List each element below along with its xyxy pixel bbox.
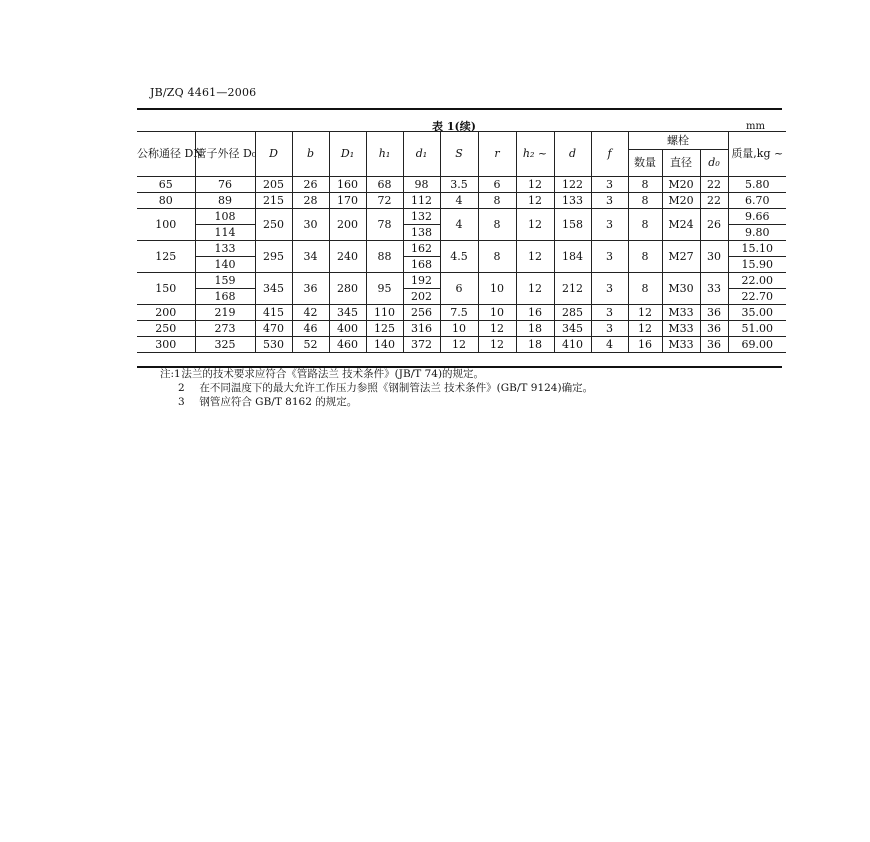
cell-b: 26 bbox=[292, 177, 329, 193]
note-number: 3 bbox=[178, 396, 185, 408]
cell-D1: 280 bbox=[329, 273, 366, 305]
cell-r: 8 bbox=[478, 241, 516, 273]
note-item bbox=[160, 381, 593, 395]
table-row bbox=[137, 177, 786, 193]
cell-d: 122 bbox=[554, 177, 591, 193]
cell-D: 345 bbox=[255, 273, 292, 305]
cell-bolt-dia: M33 bbox=[662, 321, 700, 337]
cell-d: 285 bbox=[554, 305, 591, 321]
cell-h1: 88 bbox=[366, 241, 403, 273]
cell-b: 28 bbox=[292, 193, 329, 209]
cell-d0: 219 bbox=[195, 305, 255, 321]
cell-D1: 460 bbox=[329, 337, 366, 353]
cell-d1: 98 bbox=[403, 177, 440, 193]
cell-d0: 168 bbox=[195, 289, 255, 305]
note-item bbox=[160, 367, 593, 381]
cell-mass: 22.00 bbox=[728, 273, 786, 289]
cell-h2: 12 bbox=[516, 241, 554, 273]
cell-d: 345 bbox=[554, 321, 591, 337]
cell-f: 4 bbox=[591, 337, 628, 353]
cell-d0: 133 bbox=[195, 241, 255, 257]
cell-h1: 72 bbox=[366, 193, 403, 209]
cell-d0: 108 bbox=[195, 209, 255, 225]
cell-d1: 138 bbox=[403, 225, 440, 241]
cell-D: 250 bbox=[255, 209, 292, 241]
header-bolt-d0: d₀ bbox=[700, 150, 728, 177]
cell-D1: 200 bbox=[329, 209, 366, 241]
cell-bolt-d0: 33 bbox=[700, 273, 728, 305]
cell-bolt-qty: 12 bbox=[628, 305, 662, 321]
cell-mass: 35.00 bbox=[728, 305, 786, 321]
cell-dn: 80 bbox=[137, 193, 195, 209]
cell-bolt-qty: 8 bbox=[628, 273, 662, 305]
cell-d0: 76 bbox=[195, 177, 255, 193]
cell-r: 12 bbox=[478, 337, 516, 353]
note-item bbox=[160, 395, 593, 409]
cell-D1: 240 bbox=[329, 241, 366, 273]
cell-d: 158 bbox=[554, 209, 591, 241]
table-row bbox=[137, 193, 786, 209]
cell-b: 52 bbox=[292, 337, 329, 353]
cell-h2: 12 bbox=[516, 273, 554, 305]
cell-r: 10 bbox=[478, 305, 516, 321]
header-d1: d₁ bbox=[403, 132, 440, 177]
cell-mass: 22.70 bbox=[728, 289, 786, 305]
cell-h2: 12 bbox=[516, 177, 554, 193]
cell-d0: 140 bbox=[195, 257, 255, 273]
cell-bolt-qty: 8 bbox=[628, 209, 662, 241]
table-title: 表 1(续) bbox=[432, 120, 476, 133]
cell-dn: 125 bbox=[137, 241, 195, 273]
cell-d1: 112 bbox=[403, 193, 440, 209]
cell-bolt-dia: M27 bbox=[662, 241, 700, 273]
cell-bolt-dia: M20 bbox=[662, 193, 700, 209]
table-row bbox=[137, 305, 786, 321]
table-row bbox=[137, 209, 786, 225]
cell-bolt-qty: 16 bbox=[628, 337, 662, 353]
cell-dn: 65 bbox=[137, 177, 195, 193]
cell-d1: 192 bbox=[403, 273, 440, 289]
cell-S: 10 bbox=[440, 321, 478, 337]
cell-bolt-d0: 22 bbox=[700, 177, 728, 193]
cell-D: 295 bbox=[255, 241, 292, 273]
cell-h1: 68 bbox=[366, 177, 403, 193]
cell-d: 410 bbox=[554, 337, 591, 353]
cell-f: 3 bbox=[591, 177, 628, 193]
header-bolt: 螺栓 bbox=[628, 132, 728, 150]
cell-f: 3 bbox=[591, 321, 628, 337]
header-f: f bbox=[591, 132, 628, 177]
cell-d1: 162 bbox=[403, 241, 440, 257]
cell-b: 34 bbox=[292, 241, 329, 273]
cell-d1: 256 bbox=[403, 305, 440, 321]
cell-h2: 12 bbox=[516, 193, 554, 209]
cell-f: 3 bbox=[591, 241, 628, 273]
cell-d: 212 bbox=[554, 273, 591, 305]
cell-d1: 372 bbox=[403, 337, 440, 353]
cell-h1: 140 bbox=[366, 337, 403, 353]
header-bolt-dia: 直径 bbox=[662, 150, 700, 177]
cell-bolt-dia: M30 bbox=[662, 273, 700, 305]
cell-d: 133 bbox=[554, 193, 591, 209]
cell-bolt-d0: 22 bbox=[700, 193, 728, 209]
cell-d1: 168 bbox=[403, 257, 440, 273]
cell-S: 3.5 bbox=[440, 177, 478, 193]
cell-bolt-d0: 36 bbox=[700, 321, 728, 337]
table-row bbox=[137, 321, 786, 337]
cell-S: 4 bbox=[440, 209, 478, 241]
header-d: d bbox=[554, 132, 591, 177]
cell-b: 42 bbox=[292, 305, 329, 321]
cell-d0: 273 bbox=[195, 321, 255, 337]
header-r: r bbox=[478, 132, 516, 177]
cell-r: 6 bbox=[478, 177, 516, 193]
cell-dn: 250 bbox=[137, 321, 195, 337]
flange-dimension-table bbox=[137, 131, 786, 353]
cell-D1: 345 bbox=[329, 305, 366, 321]
cell-d0: 325 bbox=[195, 337, 255, 353]
cell-r: 8 bbox=[478, 209, 516, 241]
cell-dn: 300 bbox=[137, 337, 195, 353]
header-D1: D₁ bbox=[329, 132, 366, 177]
cell-h1: 110 bbox=[366, 305, 403, 321]
cell-bolt-dia: M33 bbox=[662, 337, 700, 353]
cell-h2: 12 bbox=[516, 209, 554, 241]
cell-d1: 316 bbox=[403, 321, 440, 337]
cell-bolt-qty: 8 bbox=[628, 177, 662, 193]
cell-D: 205 bbox=[255, 177, 292, 193]
cell-f: 3 bbox=[591, 273, 628, 305]
cell-b: 30 bbox=[292, 209, 329, 241]
cell-mass: 69.00 bbox=[728, 337, 786, 353]
cell-r: 10 bbox=[478, 273, 516, 305]
document-code: JB/ZQ 4461—2006 bbox=[150, 86, 257, 99]
cell-mass: 6.70 bbox=[728, 193, 786, 209]
cell-S: 4.5 bbox=[440, 241, 478, 273]
cell-b: 46 bbox=[292, 321, 329, 337]
cell-D1: 170 bbox=[329, 193, 366, 209]
cell-bolt-dia: M20 bbox=[662, 177, 700, 193]
cell-mass: 15.10 bbox=[728, 241, 786, 257]
table-row bbox=[137, 273, 786, 289]
header-h2: h₂ ~ bbox=[516, 132, 554, 177]
cell-bolt-qty: 8 bbox=[628, 241, 662, 273]
table-notes bbox=[160, 367, 593, 409]
table-row bbox=[137, 337, 786, 353]
cell-f: 3 bbox=[591, 193, 628, 209]
header-dn: 公称通径 DN bbox=[137, 132, 195, 177]
cell-mass: 9.66 bbox=[728, 209, 786, 225]
cell-h2: 18 bbox=[516, 337, 554, 353]
cell-S: 4 bbox=[440, 193, 478, 209]
cell-mass: 5.80 bbox=[728, 177, 786, 193]
cell-dn: 200 bbox=[137, 305, 195, 321]
cell-f: 3 bbox=[591, 209, 628, 241]
cell-d1: 202 bbox=[403, 289, 440, 305]
cell-D1: 160 bbox=[329, 177, 366, 193]
note-text: 法兰的技术要求应符合《管路法兰 技术条件》(JB/T 74)的规定。 bbox=[181, 368, 485, 380]
cell-h1: 95 bbox=[366, 273, 403, 305]
cell-h2: 18 bbox=[516, 321, 554, 337]
note-text: 钢管应符合 GB/T 8162 的规定。 bbox=[199, 396, 358, 408]
cell-dn: 150 bbox=[137, 273, 195, 305]
note-text: 在不同温度下的最大允许工作压力参照《钢制管法兰 技术条件》(GB/T 9124)确定。 bbox=[199, 382, 594, 394]
header-d0: 管子外径 D₀ bbox=[195, 132, 255, 177]
cell-bolt-d0: 36 bbox=[700, 305, 728, 321]
cell-mass: 9.80 bbox=[728, 225, 786, 241]
cell-bolt-dia: M33 bbox=[662, 305, 700, 321]
cell-mass: 15.90 bbox=[728, 257, 786, 273]
cell-d0: 89 bbox=[195, 193, 255, 209]
top-rule bbox=[137, 108, 782, 110]
cell-bolt-qty: 8 bbox=[628, 193, 662, 209]
cell-r: 12 bbox=[478, 321, 516, 337]
cell-dn: 100 bbox=[137, 209, 195, 241]
cell-S: 12 bbox=[440, 337, 478, 353]
cell-h2: 16 bbox=[516, 305, 554, 321]
header-D: D bbox=[255, 132, 292, 177]
cell-d1: 132 bbox=[403, 209, 440, 225]
cell-S: 6 bbox=[440, 273, 478, 305]
header-h1: h₁ bbox=[366, 132, 403, 177]
header-bolt-qty: 数量 bbox=[628, 150, 662, 177]
header-b: b bbox=[292, 132, 329, 177]
cell-bolt-qty: 12 bbox=[628, 321, 662, 337]
cell-S: 7.5 bbox=[440, 305, 478, 321]
cell-bolt-d0: 26 bbox=[700, 209, 728, 241]
cell-mass: 51.00 bbox=[728, 321, 786, 337]
cell-h1: 78 bbox=[366, 209, 403, 241]
cell-h1: 125 bbox=[366, 321, 403, 337]
cell-bolt-d0: 30 bbox=[700, 241, 728, 273]
cell-d0: 114 bbox=[195, 225, 255, 241]
header-mass: 质量,kg ~ bbox=[728, 132, 786, 177]
cell-D1: 400 bbox=[329, 321, 366, 337]
note-number: 注:1 bbox=[160, 368, 181, 380]
unit-label: mm bbox=[746, 121, 765, 132]
cell-d0: 159 bbox=[195, 273, 255, 289]
cell-bolt-dia: M24 bbox=[662, 209, 700, 241]
cell-b: 36 bbox=[292, 273, 329, 305]
cell-d: 184 bbox=[554, 241, 591, 273]
table-row bbox=[137, 241, 786, 257]
cell-f: 3 bbox=[591, 305, 628, 321]
cell-bolt-d0: 36 bbox=[700, 337, 728, 353]
cell-D: 215 bbox=[255, 193, 292, 209]
note-number: 2 bbox=[178, 382, 185, 394]
cell-r: 8 bbox=[478, 193, 516, 209]
cell-D: 470 bbox=[255, 321, 292, 337]
header-S: S bbox=[440, 132, 478, 177]
cell-D: 415 bbox=[255, 305, 292, 321]
cell-D: 530 bbox=[255, 337, 292, 353]
